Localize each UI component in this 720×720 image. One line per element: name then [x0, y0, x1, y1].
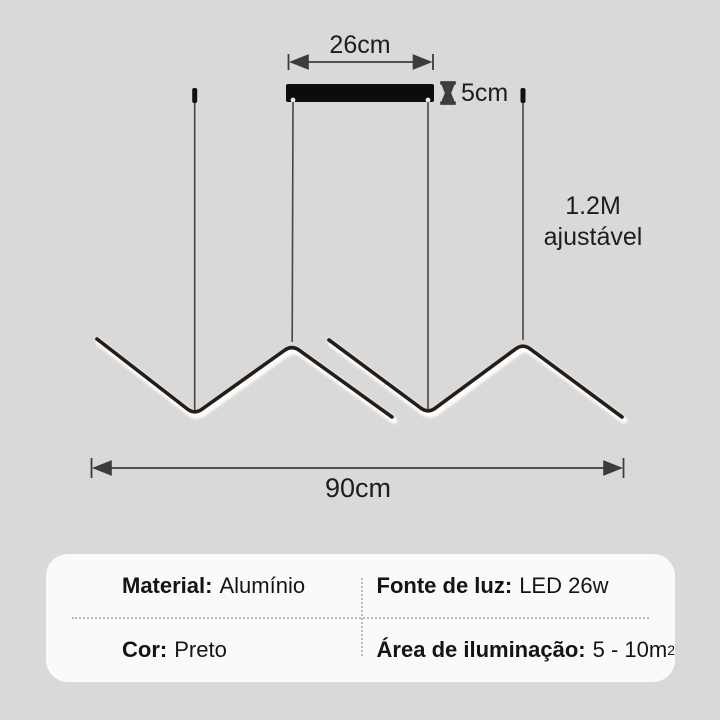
spec-color [46, 618, 352, 682]
canopy-height-label: 5cm [461, 79, 509, 107]
spec-illumination-area-value: 5 - 10m [592, 637, 668, 662]
spec-light-source [352, 554, 675, 618]
spec-illumination-area [352, 618, 675, 682]
canopy-width-label: 26cm [329, 31, 391, 59]
spec-light-source-value: LED 26w [519, 573, 609, 598]
canopy-height-dimension [440, 84, 456, 103]
spec-illumination-area-superscript: 2 [667, 642, 675, 658]
wire-cap [192, 88, 197, 103]
wire-cap [521, 88, 526, 103]
cable-length-label: 1.2M [565, 192, 621, 220]
spec-material-value: Alumínio [219, 573, 306, 598]
wire [292, 102, 293, 342]
spec-illumination-area-label: Área de iluminação: [376, 637, 586, 662]
spec-color-label: Cor: [122, 637, 168, 662]
card-vertical-divider [361, 578, 363, 656]
cable-adjustable-label: ajustável [543, 223, 643, 251]
wire-connector [426, 98, 431, 103]
spec-light-source-label: Fonte de luz: [376, 573, 513, 598]
fixture-width-label: 90cm [324, 473, 392, 503]
ceiling-canopy [286, 84, 434, 102]
spec-card [46, 554, 675, 682]
spec-color-value: Preto [174, 637, 227, 662]
spec-material [46, 554, 352, 618]
wire-connector [291, 98, 296, 103]
led-tube-glow [99, 343, 624, 421]
spec-material-label: Material: [122, 573, 213, 598]
